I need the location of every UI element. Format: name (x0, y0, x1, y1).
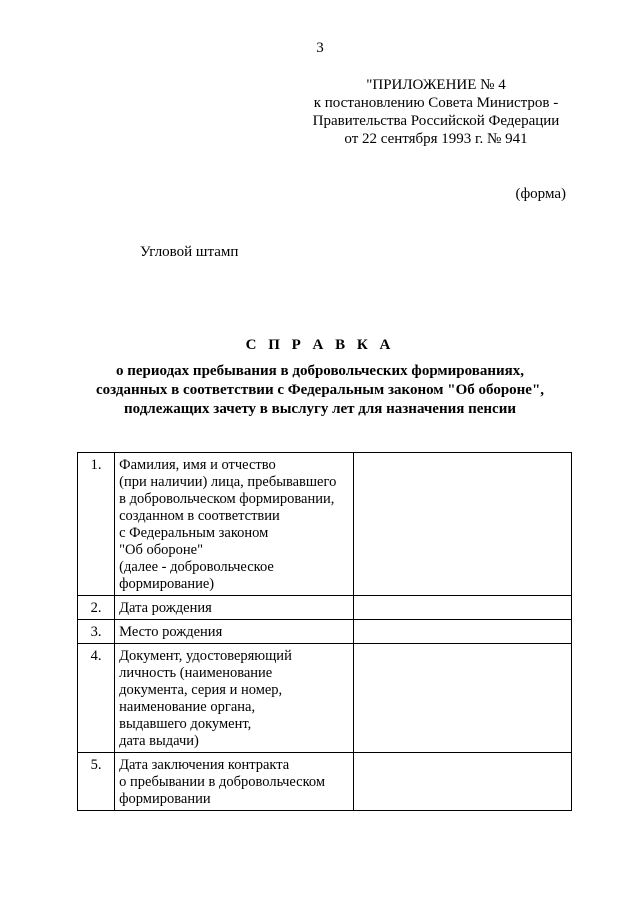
document-subtitle (60, 362, 580, 419)
row-label-line: формирование) (119, 576, 215, 592)
row-number: 4. (78, 644, 115, 753)
table-row (78, 596, 572, 620)
row-label (115, 620, 353, 644)
row-label-line: документа, серия и номер, (119, 682, 283, 698)
row-value-field[interactable] (353, 644, 572, 753)
row-label-line: созданном в соответствии (119, 508, 280, 524)
row-label-line: Фамилия, имя и отчество (119, 457, 276, 473)
row-label (115, 753, 353, 811)
row-number: 1. (78, 453, 115, 596)
page-number: 3 (316, 40, 324, 56)
row-value-field[interactable] (353, 453, 572, 596)
row-number: 3. (78, 620, 115, 644)
form-table-body (78, 453, 572, 811)
row-label-line: Документ, удостоверяющий (119, 648, 292, 664)
certificate-form-table (77, 452, 572, 811)
document-title: С П Р А В К А (245, 337, 395, 353)
row-label-line: в добровольческом формировании, (119, 491, 335, 507)
subtitle-line: подлежащих зачету в выслугу лет для назначения пенсии (124, 401, 516, 417)
row-label-line: (при наличии) лица, пребывавшего (119, 474, 337, 490)
row-label-line: с Федеральным законом (119, 525, 269, 541)
table-row (78, 453, 572, 596)
appendix-line: "ПРИЛОЖЕНИЕ № 4 (366, 77, 506, 93)
row-label (115, 596, 353, 620)
row-label (115, 644, 353, 753)
row-label-line: наименование органа, (119, 699, 256, 715)
row-label-line: дата выдачи) (119, 733, 199, 749)
row-label-line: личность (наименование (119, 665, 273, 681)
row-label (115, 453, 353, 596)
row-label-line: (далее - добровольческое (119, 559, 274, 575)
appendix-line: к постановлению Совета Министров - (313, 95, 559, 111)
table-row (78, 644, 572, 753)
row-value-field[interactable] (353, 596, 572, 620)
row-number: 2. (78, 596, 115, 620)
row-label-line: Место рождения (119, 624, 223, 640)
row-value-field[interactable] (353, 620, 572, 644)
corner-stamp-label: Угловой штамп (140, 244, 239, 260)
form-note: (форма) (515, 186, 566, 202)
table-row (78, 753, 572, 811)
row-value-field[interactable] (353, 753, 572, 811)
appendix-line: от 22 сентября 1993 г. № 941 (344, 131, 528, 147)
row-label-line: о пребывании в добровольческом (119, 774, 326, 790)
table-row (78, 620, 572, 644)
row-label-line: "Об обороне" (119, 542, 204, 558)
row-label-line: формировании (119, 791, 211, 807)
appendix-line: Правительства Российской Федерации (312, 113, 560, 129)
appendix-header (300, 76, 572, 148)
subtitle-line: созданных в соответствии с Федеральным законом "Об обороне", (95, 382, 545, 398)
row-number: 5. (78, 753, 115, 811)
row-label-line: Дата рождения (119, 600, 212, 616)
row-label-line: выдавшего документ, (119, 716, 252, 732)
row-label-line: Дата заключения контракта (119, 757, 290, 773)
subtitle-line: о периодах пребывания в добровольческих формированиях, (115, 363, 525, 379)
